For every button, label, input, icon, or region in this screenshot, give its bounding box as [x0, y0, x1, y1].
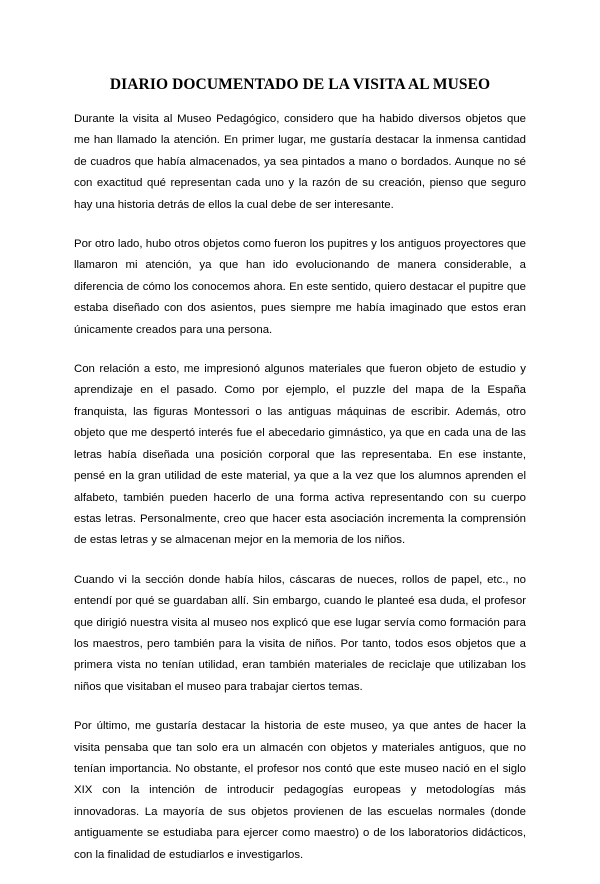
paragraph-5: Por último, me gustaría destacar la historia de este museo, ya que antes de hacer la visita pensaba que tan solo era un almacén con objetos y materiales antiguos, que no tenían importancia. No obstante, el profesor nos contó que este museo nació en el siglo XIX con la intención de introducir pedagogías europeas y metodologías más innovadoras. La mayoría de sus objetos provienen de las escuelas normales (donde antiguamente se estudiaba para ejercer como maestro) o de los laboratorios didácticos, con la finalidad de estudiarlos e investigarlos. — [74, 720, 526, 861]
paragraph-4: Cuando vi la sección donde había hilos, cáscaras de nueces, rollos de papel, etc., no entendí por qué se guardaban allí. Sin embargo, cuando le planteé esa duda, el profesor que dirigió nuestra visita al museo nos explicó que ese lugar servía como formación para los maestros, pero también para la visita de niños. Por tanto, todos esos objetos que a primera vista no tenían utilidad, eran también materiales de reciclaje que utilizaban los niños que visitaban el museo para trabajar ciertos temas. — [74, 573, 526, 693]
document-title: DIARIO DOCUMENTADO DE LA VISITA AL MUSEO — [109, 76, 491, 93]
paragraph-3: Con relación a esto, me impresionó algunos materiales que fueron objeto de estudio y aprendizaje en el pasado. Como por ejemplo, el puzzle del mapa de la España franquista, las figuras Montessori o las antiguas máquinas de escribir. Además, otro objeto que me despertó interés fue el abecedario gimnástico, ya que en cada una de las letras había diseñada una posición corporal que las representaba. En ese instante, pensé en la gran utilidad de este material, ya que a la vez que los alumnos aprenden el alfabeto, también pueden hacerlo de una forma activa representando con su cuerpo estas letras. Personalmente, creo que hacer esta asociación incrementa la comprensión de estas letras y se almacenan mejor en la memoria de los niños. — [74, 363, 526, 547]
paragraph-1: Durante la visita al Museo Pedagógico, considero que ha habido diversos objetos que me han llamado la atención. En primer lugar, me gustaría destacar la inmensa cantidad de cuadros que había almacenados, ya sea pintados a mano o bordados. Aunque no sé con exactitud qué representan cada uno y la razón de su creación, pienso que seguro hay una historia detrás de ellos la cual debe de ser interesante. — [74, 113, 526, 211]
document-body — [74, 109, 526, 884]
paragraph-2: Por otro lado, hubo otros objetos como fueron los pupitres y los antiguos proyectores que llamaron mi atención, ya que han ido evolucionando de manera considerable, a diferencia de cómo los conocemos ahora. En este sentido, quiero destacar el pupitre que estaba diseñado con dos asientos, pues siempre me había imaginado que estos eran únicamente creados para una persona. — [74, 238, 526, 336]
